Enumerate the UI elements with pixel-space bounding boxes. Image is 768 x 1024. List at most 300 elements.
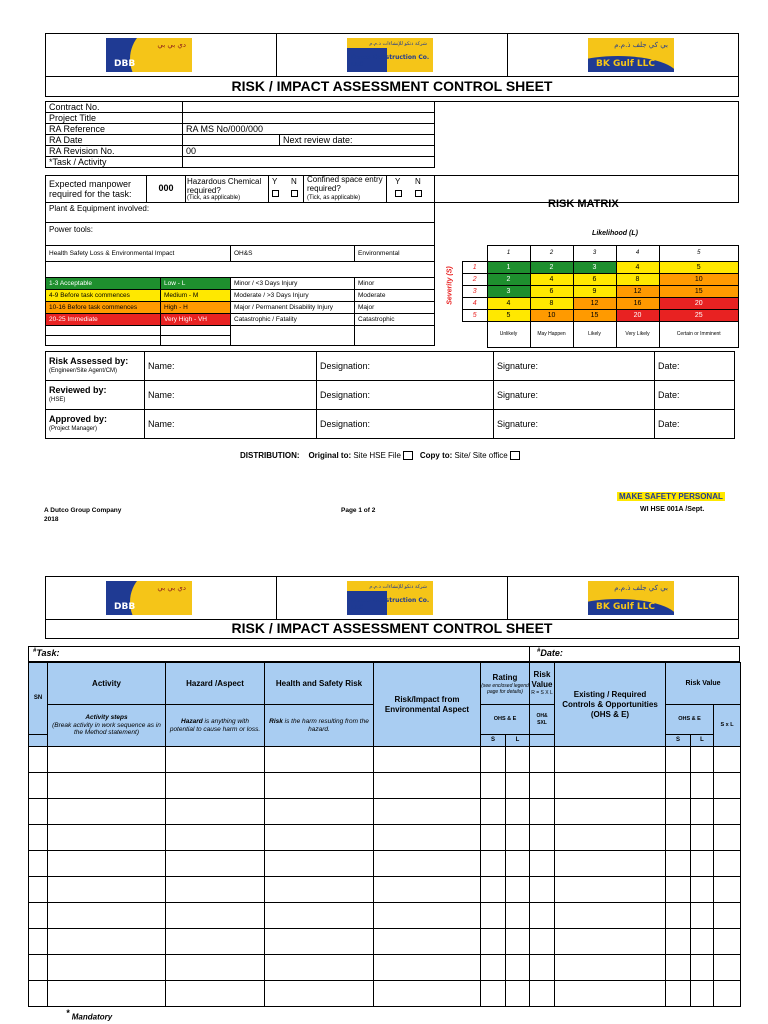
logo-cell-dutco-2 [277, 577, 508, 619]
hazardous-yn [268, 175, 304, 203]
col-activity: Activity [48, 663, 166, 705]
table-cell[interactable] [265, 825, 374, 851]
legend-row-range: 4-9 Before task commences [46, 290, 161, 302]
signoff-role [46, 352, 145, 381]
table-cell[interactable] [506, 799, 530, 825]
footer-page-number: Page 1 of 2 [341, 507, 376, 514]
table-cell[interactable] [506, 955, 530, 981]
table-row [29, 929, 741, 955]
risk-matrix-grid [462, 245, 739, 348]
manpower-row [45, 175, 739, 203]
rating-note: (see enclosed legend page for details) [481, 682, 529, 695]
table-cell[interactable] [530, 747, 555, 773]
table-cell[interactable] [48, 903, 166, 929]
signoff-role-label: Approved by: [49, 414, 108, 424]
signoff-name-field[interactable]: Name: [145, 352, 317, 381]
ra-revision-label: RA Revision No. [46, 146, 183, 157]
task-label: Task: [36, 648, 60, 658]
signoff-designation-field[interactable]: Designation: [317, 410, 494, 439]
likelihood-col-label: Likely [573, 322, 616, 348]
table-cell[interactable] [714, 747, 741, 773]
likelihood-col-head: 1 [487, 246, 530, 262]
matrix-cell: 15 [659, 286, 739, 298]
matrix-cell: 1 [487, 262, 530, 274]
table-cell[interactable] [530, 799, 555, 825]
info-right-blank [435, 101, 739, 176]
distribution-label: DISTRIBUTION: [240, 451, 300, 460]
table-cell[interactable] [29, 877, 48, 903]
copy-to-value: Site/ Site office [454, 451, 508, 460]
matrix-cell: 4 [530, 274, 573, 286]
table-cell[interactable] [506, 825, 530, 851]
bk-logo-2: بي كي جلف ذ.م.م BK Gulf LLC [588, 581, 674, 615]
table-row [29, 877, 741, 903]
matrix-cell: 8 [616, 274, 659, 286]
signoff-table [45, 351, 735, 439]
table-cell[interactable] [530, 773, 555, 799]
signoff-signature-field[interactable]: Signature: [494, 381, 655, 410]
mandatory-label: Mandatory [71, 1012, 113, 1022]
confined-space-label: Confined space entry required? [307, 175, 383, 193]
col-residual-risk: Risk Value [666, 663, 741, 705]
tick-note-2: (Tick, as applicable) [307, 195, 361, 201]
matrix-cell: 2 [487, 274, 530, 286]
footer-company: A Dutco Group Company [44, 507, 122, 514]
table-cell[interactable] [714, 955, 741, 981]
table-cell[interactable] [714, 929, 741, 955]
table-cell[interactable] [691, 747, 714, 773]
table-cell[interactable] [530, 825, 555, 851]
likelihood-col-head: 2 [530, 246, 573, 262]
table-cell[interactable] [48, 955, 166, 981]
legend-header-env: Environmental [355, 246, 435, 262]
table-cell[interactable] [530, 877, 555, 903]
table-cell[interactable] [691, 903, 714, 929]
table-cell[interactable] [374, 773, 481, 799]
table-cell[interactable] [555, 799, 666, 825]
task-activity-value[interactable] [183, 157, 435, 168]
table-cell[interactable] [374, 877, 481, 903]
table-cell[interactable] [166, 773, 265, 799]
table-cell[interactable] [374, 981, 481, 1007]
next-review-label[interactable]: Next review date: [280, 135, 435, 146]
original-to-checkbox[interactable] [403, 451, 413, 460]
table-cell[interactable] [555, 929, 666, 955]
table-row [29, 981, 741, 1007]
matrix-cell: 9 [573, 286, 616, 298]
table-cell[interactable] [714, 877, 741, 903]
task-activity-label: *Task / Activity [46, 157, 183, 168]
legend-row-ohs: Catastrophic / Fatality [231, 314, 355, 326]
logo-header-2 [45, 576, 739, 620]
table-cell[interactable] [166, 981, 265, 1007]
plant-equipment-label: Plant & Equipment involved: [49, 204, 150, 213]
matrix-cell: 12 [573, 298, 616, 310]
legend-row-level: Very High - VH [161, 314, 231, 326]
table-cell[interactable] [555, 825, 666, 851]
legend-row-env: Minor [355, 278, 435, 290]
logo-cell-dbb-2 [46, 577, 277, 619]
dbb-logo: دي بي بي DBB [106, 38, 192, 72]
risk-desc: Risk is the harm resulting from the hazard. [265, 705, 374, 747]
legend-header-ohs: OH&S [231, 246, 355, 262]
table-cell[interactable] [166, 877, 265, 903]
matrix-cell: 3 [487, 286, 530, 298]
severity-axis [440, 258, 460, 318]
signoff-role-label: Risk Assessed by: [49, 356, 129, 366]
table-cell[interactable] [530, 981, 555, 1007]
severity-label: Severity (S) [446, 266, 454, 305]
table-cell[interactable] [48, 773, 166, 799]
likelihood-col-head: 4 [616, 246, 659, 262]
signoff-row [46, 352, 735, 381]
rating-s: S [481, 735, 506, 747]
legend-row-level: Medium - M [161, 290, 231, 302]
table-cell[interactable] [265, 799, 374, 825]
rating-ohs-e: OHS & E [481, 705, 530, 735]
table-cell[interactable] [48, 799, 166, 825]
table-cell[interactable] [530, 851, 555, 877]
logo-cell-dbb [46, 34, 277, 76]
matrix-cell: 5 [659, 262, 739, 274]
project-info-table [45, 101, 435, 168]
logo-cell-dutco [277, 34, 508, 76]
col-env-aspect: Risk/Impact from Environmental Aspect [374, 663, 481, 747]
severity-row-head: 2 [463, 274, 488, 286]
manpower-value[interactable]: 000 [146, 175, 186, 203]
table-cell[interactable] [374, 799, 481, 825]
table-cell[interactable] [29, 981, 48, 1007]
table-row [29, 955, 741, 981]
matrix-cell: 25 [659, 310, 739, 322]
table-cell[interactable] [714, 981, 741, 1007]
tick-note: (Tick, as applicable) [187, 195, 241, 201]
likelihood-col-head: 5 [659, 246, 739, 262]
table-cell[interactable] [166, 747, 265, 773]
task-field[interactable]: #Task: [33, 648, 60, 658]
table-cell[interactable] [374, 851, 481, 877]
table-cell[interactable] [265, 903, 374, 929]
table-cell[interactable] [481, 903, 506, 929]
residual-l: L [691, 735, 714, 747]
table-cell[interactable] [48, 929, 166, 955]
table-cell[interactable] [166, 825, 265, 851]
table-cell[interactable] [666, 851, 691, 877]
table-cell[interactable] [506, 981, 530, 1007]
table-cell[interactable] [555, 851, 666, 877]
confined-no-checkbox[interactable] [415, 190, 422, 197]
col-risk-value [530, 663, 555, 705]
table-cell[interactable] [691, 929, 714, 955]
likelihood-col-head: 3 [573, 246, 616, 262]
table-cell[interactable] [555, 773, 666, 799]
signoff-role-sub: (Engineer/Site Agent/CM) [49, 368, 118, 374]
n-label-2: N [415, 177, 421, 186]
table-cell[interactable] [48, 825, 166, 851]
table-cell[interactable] [506, 851, 530, 877]
table-cell[interactable] [691, 799, 714, 825]
severity-row-head: 3 [463, 286, 488, 298]
table-cell[interactable] [48, 747, 166, 773]
signoff-row [46, 410, 735, 439]
hazard-desc: Hazard is anything with potential to cause harm or loss. [166, 705, 265, 747]
table-cell[interactable] [714, 773, 741, 799]
table-cell[interactable] [166, 851, 265, 877]
project-title-value[interactable] [183, 113, 435, 124]
copy-to-label: Copy to: [419, 451, 453, 460]
table-cell[interactable] [691, 825, 714, 851]
table-cell[interactable] [265, 773, 374, 799]
ra-revision-value[interactable]: 00 [183, 146, 435, 157]
likelihood-label: Likelihood (L) [592, 230, 638, 237]
table-cell[interactable] [481, 799, 506, 825]
legend-row-level: High - H [161, 302, 231, 314]
ra-date-label: RA Date [46, 135, 183, 146]
legend-row-range: 1-3 Acceptable [46, 278, 161, 290]
table-cell[interactable] [555, 955, 666, 981]
table-cell[interactable] [166, 903, 265, 929]
table-cell[interactable] [265, 981, 374, 1007]
table-cell[interactable] [666, 877, 691, 903]
logo-cell-bk-2 [508, 577, 738, 619]
dbb-logo-2: دي بي بي DBB [106, 581, 192, 615]
matrix-cell: 6 [530, 286, 573, 298]
matrix-cell: 20 [616, 310, 659, 322]
table-cell[interactable] [48, 981, 166, 1007]
table-cell[interactable] [48, 851, 166, 877]
table-cell[interactable] [714, 799, 741, 825]
table-cell[interactable] [691, 773, 714, 799]
risk-legend-table [45, 245, 435, 346]
table-cell[interactable] [166, 955, 265, 981]
confined-yn [386, 175, 435, 203]
table-cell[interactable] [666, 799, 691, 825]
signoff-signature-field[interactable]: Signature: [494, 352, 655, 381]
legend-row-env: Catastrophic [355, 314, 435, 326]
hazardous-yes-checkbox[interactable] [272, 190, 279, 197]
table-cell[interactable] [481, 981, 506, 1007]
table-cell[interactable] [265, 877, 374, 903]
signoff-date-field[interactable]: Date: [655, 352, 735, 381]
table-row [29, 825, 741, 851]
table-cell[interactable] [374, 955, 481, 981]
table-cell[interactable] [29, 825, 48, 851]
page-title: RISK / IMPACT ASSESSMENT CONTROL SHEET [45, 77, 739, 97]
risk-assessment-table [28, 662, 741, 1007]
severity-row-head: 4 [463, 298, 488, 310]
table-cell[interactable] [166, 799, 265, 825]
y-label-2: Y [395, 177, 401, 186]
table-cell[interactable] [506, 877, 530, 903]
matrix-cell: 4 [487, 298, 530, 310]
likelihood-col-label: Certain or Imminent [659, 322, 739, 348]
table-cell[interactable] [29, 851, 48, 877]
table-cell[interactable] [714, 825, 741, 851]
signoff-date-field[interactable]: Date: [655, 381, 735, 410]
table-cell[interactable] [691, 981, 714, 1007]
table-cell[interactable] [666, 955, 691, 981]
table-cell[interactable] [506, 929, 530, 955]
ra-date-value[interactable] [183, 135, 280, 146]
contract-no-value[interactable] [183, 102, 435, 113]
table-cell[interactable] [481, 877, 506, 903]
risk-value-formula: R = S X L [531, 690, 553, 696]
table-cell[interactable] [666, 929, 691, 955]
table-cell[interactable] [530, 903, 555, 929]
signoff-designation-field[interactable]: Designation: [317, 381, 494, 410]
table-cell[interactable] [691, 955, 714, 981]
copy-to-checkbox[interactable] [510, 451, 520, 460]
signoff-role-sub: (Project Manager) [49, 426, 98, 432]
table-row [29, 851, 741, 877]
table-cell[interactable] [481, 929, 506, 955]
likelihood-col-label: Unlikely [487, 322, 530, 348]
table-cell[interactable] [666, 903, 691, 929]
legend-row-range: 10-16 Before task commences [46, 302, 161, 314]
table-cell[interactable] [555, 903, 666, 929]
matrix-cell: 5 [487, 310, 530, 322]
table-cell[interactable] [691, 851, 714, 877]
task-date-row [28, 646, 740, 662]
table-cell[interactable] [506, 773, 530, 799]
project-title-label: Project Title [46, 113, 183, 124]
table-cell[interactable] [265, 955, 374, 981]
table-cell[interactable] [691, 877, 714, 903]
hazardous-chemical-label: Hazardous Chemical required? [187, 177, 262, 195]
table-cell[interactable] [374, 903, 481, 929]
manpower-label: Expected manpower required for the task: [49, 179, 132, 199]
logo-cell-bk [508, 34, 738, 76]
matrix-cell: 12 [616, 286, 659, 298]
col-controls: Existing / Required Controls & Opportunities (OHS & E) [555, 663, 666, 747]
table-cell[interactable] [481, 851, 506, 877]
legend-row-ohs: Minor / <3 Days Injury [231, 278, 355, 290]
table-cell[interactable] [29, 747, 48, 773]
residual-ohs-e: OHS & E [666, 705, 714, 735]
confined-yes-checkbox[interactable] [395, 190, 402, 197]
legend-row-env: Major [355, 302, 435, 314]
signoff-role-sub: (HSE) [49, 397, 66, 403]
matrix-cell: 2 [530, 262, 573, 274]
contract-no-label: Contract No. [46, 102, 183, 113]
risk-matrix-title: RISK MATRIX [548, 198, 619, 210]
signoff-role-label: Reviewed by: [49, 385, 107, 395]
signoff-role [46, 381, 145, 410]
table-cell[interactable] [29, 773, 48, 799]
table-cell[interactable] [481, 747, 506, 773]
footer-doc-ref: WI HSE 001A /Sept. [640, 506, 705, 513]
y-label: Y [272, 177, 278, 186]
table-cell[interactable] [481, 955, 506, 981]
col-sn: SN [29, 663, 48, 735]
table-cell[interactable] [530, 955, 555, 981]
logo-header [45, 33, 739, 77]
table-row [29, 799, 741, 825]
date-label: Date: [540, 648, 563, 658]
table-row [29, 903, 741, 929]
signoff-designation-field[interactable]: Designation: [317, 352, 494, 381]
table-cell[interactable] [48, 877, 166, 903]
table-cell[interactable] [166, 929, 265, 955]
table-cell[interactable] [265, 747, 374, 773]
signoff-name-field[interactable]: Name: [145, 381, 317, 410]
matrix-cell: 6 [573, 274, 616, 286]
likelihood-col-label: Very Likely [616, 322, 659, 348]
hazardous-no-checkbox[interactable] [291, 190, 298, 197]
legend-row-ohs: Moderate / >3 Days Injury [231, 290, 355, 302]
signoff-role [46, 410, 145, 439]
matrix-cell: 15 [573, 310, 616, 322]
table-cell[interactable] [555, 747, 666, 773]
table-cell[interactable] [374, 825, 481, 851]
signoff-signature-field[interactable]: Signature: [494, 410, 655, 439]
likelihood-col-label: May Happen [530, 322, 573, 348]
page-title-2: RISK / IMPACT ASSESSMENT CONTROL SHEET [45, 619, 739, 639]
plant-equipment-field[interactable] [45, 203, 435, 223]
table-cell[interactable] [555, 981, 666, 1007]
n-label: N [291, 177, 297, 186]
original-to-value: Site HSE File [353, 451, 401, 460]
table-cell[interactable] [530, 929, 555, 955]
matrix-cell: 16 [616, 298, 659, 310]
legend-row-ohs: Major / Permanent Disability Injury [231, 302, 355, 314]
matrix-cell: 3 [573, 262, 616, 274]
table-cell[interactable] [714, 851, 741, 877]
distribution-line [240, 451, 520, 460]
table-cell[interactable] [265, 929, 374, 955]
footer-year: 2018 [44, 516, 59, 523]
mandatory-note: * Mandatory [66, 1008, 113, 1022]
signoff-date-field[interactable]: Date: [655, 410, 735, 439]
table-cell[interactable] [714, 903, 741, 929]
signoff-row [46, 381, 735, 410]
table-cell[interactable] [481, 825, 506, 851]
table-row [29, 773, 741, 799]
table-cell[interactable] [506, 903, 530, 929]
ra-reference-value[interactable]: RA MS No/000/000 [183, 124, 435, 135]
table-cell[interactable] [29, 929, 48, 955]
matrix-cell: 10 [659, 274, 739, 286]
original-to-label: Original to: [308, 451, 352, 460]
table-cell[interactable] [374, 747, 481, 773]
power-tools-label: Power tools: [49, 225, 94, 234]
table-cell[interactable] [506, 747, 530, 773]
activity-desc: Activity steps (Break activity in work sequence as in the Method statement) [48, 705, 166, 747]
col-hazard: Hazard /Aspect [166, 663, 265, 705]
table-cell[interactable] [29, 903, 48, 929]
table-cell[interactable] [265, 851, 374, 877]
table-cell[interactable] [29, 955, 48, 981]
legend-header-impact: Health Safety Loss & Environmental Impact [46, 246, 231, 262]
table-cell[interactable] [374, 929, 481, 955]
signoff-name-field[interactable]: Name: [145, 410, 317, 439]
table-cell[interactable] [666, 981, 691, 1007]
legend-row-env: Moderate [355, 290, 435, 302]
table-cell[interactable] [666, 825, 691, 851]
power-tools-field[interactable] [45, 223, 435, 245]
table-cell[interactable] [666, 747, 691, 773]
table-cell[interactable] [666, 773, 691, 799]
severity-row-head: 5 [463, 310, 488, 322]
table-cell[interactable] [29, 799, 48, 825]
severity-row-head: 1 [463, 262, 488, 274]
legend-row-level: Low - L [161, 278, 231, 290]
table-cell[interactable] [481, 773, 506, 799]
date-field[interactable]: #Date: [537, 648, 563, 658]
bk-logo: بي كي جلف ذ.م.م BK Gulf LLC [588, 38, 674, 72]
table-cell[interactable] [555, 877, 666, 903]
matrix-cell: 20 [659, 298, 739, 310]
